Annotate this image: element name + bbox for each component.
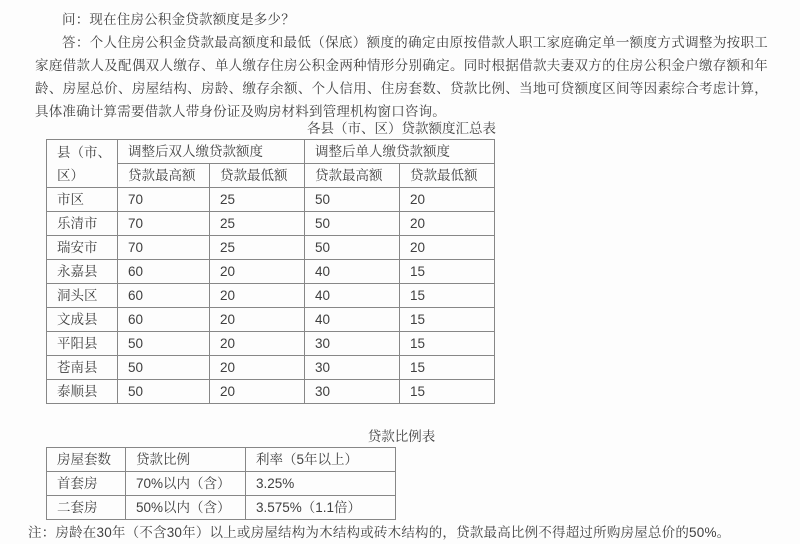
amount-cell: 50 (118, 332, 210, 356)
house-count-cell: 二套房 (47, 496, 126, 520)
ratio-table-body (47, 472, 396, 520)
interest-rate-cell: 3.25% (246, 472, 396, 496)
amount-cell: 50 (118, 356, 210, 380)
ratio-table-row (47, 472, 396, 496)
amount-cell: 20 (210, 260, 305, 284)
region-cell: 平阳县 (47, 332, 118, 356)
amount-cell: 50 (305, 188, 400, 212)
quota-table-sub-header: 贷款最低额 (210, 164, 305, 188)
amount-cell: 25 (210, 188, 305, 212)
amount-cell: 30 (305, 380, 400, 404)
amount-cell: 25 (210, 212, 305, 236)
amount-cell: 40 (305, 284, 400, 308)
quota-table-row (47, 188, 495, 212)
ratio-table-head (47, 448, 396, 472)
quota-table-sub-header: 贷款最高额 (305, 164, 400, 188)
quota-table-title: 各县（市、区）贷款额度汇总表 (307, 121, 496, 136)
region-cell: 苍南县 (47, 356, 118, 380)
quota-table-corner-header: 县（市、区） (47, 140, 118, 188)
amount-cell: 20 (400, 212, 495, 236)
amount-cell: 60 (118, 308, 210, 332)
quota-table-row (47, 236, 495, 260)
amount-cell: 20 (210, 308, 305, 332)
amount-cell: 15 (400, 308, 495, 332)
amount-cell: 50 (305, 212, 400, 236)
amount-cell: 20 (210, 284, 305, 308)
interest-rate-cell: 3.575%（1.1倍） (246, 496, 396, 520)
quota-table-body (47, 188, 495, 404)
quota-table-group-header-double: 调整后双人缴贷款额度 (118, 140, 305, 164)
amount-cell: 40 (305, 260, 400, 284)
loan-ratio-cell: 50%以内（含） (126, 496, 246, 520)
footnote-text: 注：房龄在30年（不含30年）以上或房屋结构为木结构或砖木结构的，贷款最高比例不得超过所购房屋总价的50%。 (28, 525, 731, 540)
amount-cell: 50 (305, 236, 400, 260)
question-text: 问：现在住房公积金贷款额度是多少？ (62, 12, 295, 27)
amount-cell: 20 (400, 236, 495, 260)
ratio-table (46, 447, 396, 520)
quota-table-group-header-row (47, 140, 495, 164)
loan-ratio-cell: 70%以内（含） (126, 472, 246, 496)
ratio-table-header-row (47, 448, 396, 472)
amount-cell: 15 (400, 284, 495, 308)
amount-cell: 20 (210, 356, 305, 380)
region-cell: 洞头区 (47, 284, 118, 308)
ratio-table-row (47, 496, 396, 520)
quota-table-row (47, 380, 495, 404)
quota-table-sub-header: 贷款最高额 (118, 164, 210, 188)
region-cell: 瑞安市 (47, 236, 118, 260)
amount-cell: 25 (210, 236, 305, 260)
ratio-table-header: 房屋套数 (47, 448, 126, 472)
amount-cell: 20 (400, 188, 495, 212)
amount-cell: 15 (400, 380, 495, 404)
answer-text: 答：个人住房公积金贷款最高额度和最低（保底）额度的确定由原按借款人职工家庭确定单一额度方式调整为按职工家庭借款人及配偶双人缴存、单人缴存住房公积金两种情形分别确定。同时根据借款夫妻双方的住房公积金户缴存额和年龄、房屋总价、房屋结构、房龄、缴存余额、个人信用、住房套数、贷款比例、当地可贷额度区间等因素综合考虑计算，具体准确计算需要借款人带身份证及购房材料到管理机构窗口咨询。 (35, 35, 768, 119)
amount-cell: 70 (118, 188, 210, 212)
quota-table (46, 139, 495, 404)
quota-table-row (47, 212, 495, 236)
quota-table-head (47, 140, 495, 188)
amount-cell: 30 (305, 356, 400, 380)
quota-table-sub-header: 贷款最低额 (400, 164, 495, 188)
ratio-table-header: 贷款比例 (126, 448, 246, 472)
quota-table-row (47, 284, 495, 308)
amount-cell: 20 (210, 380, 305, 404)
region-cell: 文成县 (47, 308, 118, 332)
region-cell: 乐清市 (47, 212, 118, 236)
amount-cell: 40 (305, 308, 400, 332)
quota-table-row (47, 356, 495, 380)
amount-cell: 70 (118, 212, 210, 236)
amount-cell: 60 (118, 284, 210, 308)
quota-table-row (47, 260, 495, 284)
quota-table-row (47, 308, 495, 332)
region-cell: 永嘉县 (47, 260, 118, 284)
region-cell: 泰顺县 (47, 380, 118, 404)
ratio-table-header: 利率（5年以上） (246, 448, 396, 472)
amount-cell: 30 (305, 332, 400, 356)
ratio-table-title: 贷款比例表 (367, 429, 436, 444)
amount-cell: 60 (118, 260, 210, 284)
amount-cell: 15 (400, 356, 495, 380)
amount-cell: 50 (118, 380, 210, 404)
quota-table-row (47, 332, 495, 356)
quota-table-group-header-single: 调整后单人缴贷款额度 (305, 140, 495, 164)
house-count-cell: 首套房 (47, 472, 126, 496)
amount-cell: 20 (210, 332, 305, 356)
region-cell: 市区 (47, 188, 118, 212)
amount-cell: 15 (400, 332, 495, 356)
amount-cell: 15 (400, 260, 495, 284)
amount-cell: 70 (118, 236, 210, 260)
